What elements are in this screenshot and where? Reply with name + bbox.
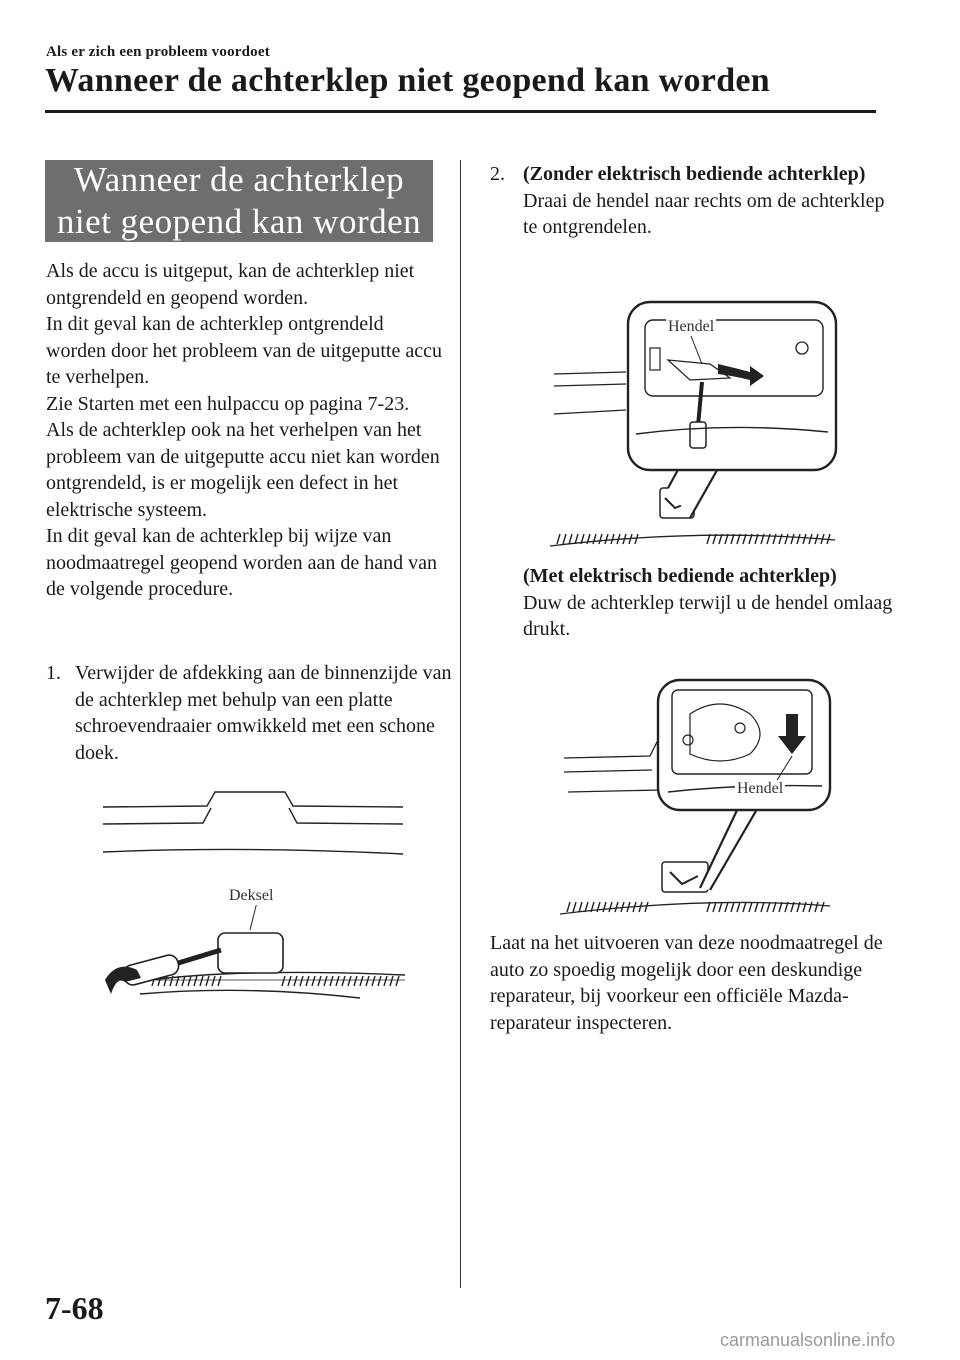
closing-paragraph: Laat na het uitvoeren van deze noodmaatregel de auto zo spoedig mogelijk door een deskundige reparateur, bij voorkeur een officiële Mazda-reparateur inspecteren.: [490, 932, 883, 1034]
step-text: Verwijder de afdekking aan de binnenzijde van de achterklep met behulp van een platte schroevendraaier omwikkeld met een schone doek.: [75, 662, 452, 764]
lever-turn-illustration: [550, 298, 840, 556]
breadcrumb: Als er zich een probleem voordoet: [46, 44, 270, 60]
figure-lever-press: [560, 674, 840, 924]
figure-lever-turn: [550, 298, 840, 556]
step-2-variant: [523, 563, 903, 643]
intro-paragraph: In dit geval kan de achterklep ontgrendeld worden door het probleem van de uitgeputte accu te verhelpen.: [46, 313, 442, 388]
step-2: [490, 161, 890, 241]
step-heading: (Zonder elektrisch bediende achterklep): [523, 163, 866, 185]
page-header: Wanneer de achterklep niet geopend kan worden: [45, 62, 771, 99]
section-title-line1: Wanneer de achterklep: [73, 160, 405, 199]
intro-paragraph: In dit geval kan de achterklep bij wijze van noodmaatregel geopend worden aan de hand van de volgende procedure.: [46, 525, 437, 600]
column-divider: [460, 160, 461, 1288]
section-title-line2: niet geopend kan worden: [56, 202, 422, 241]
step-1: [46, 660, 456, 766]
footer-watermark-link[interactable]: carmanualsonline.info: [720, 1330, 896, 1350]
section-title-box: [45, 160, 433, 242]
step-heading: (Met elektrisch bediende achterklep): [523, 565, 837, 587]
step-text: Draai de hendel naar rechts om de achterklep te ontgrendelen.: [523, 189, 885, 238]
step-number: 2.: [490, 163, 505, 185]
intro-paragraph: Als de achterklep ook na het verhelpen van het probleem van de uitgeputte accu niet kan worden ontgrendeld, is er mogelijk een defect in het elektrische systeem.: [46, 419, 440, 521]
figure-cover-removal: [95, 780, 415, 1010]
step-text: Duw de achterklep terwijl u de hendel omlaag drukt.: [523, 591, 893, 640]
lever-press-illustration: [560, 674, 840, 924]
page-number: 7-68: [45, 1290, 104, 1326]
figure-label-hendel: Hendel: [668, 318, 715, 335]
figure-label-hendel: Hendel: [737, 780, 784, 797]
intro-text: [46, 258, 446, 603]
header-rule: [45, 110, 876, 113]
figure-label-deksel: Deksel: [229, 887, 274, 904]
closing-text: [490, 930, 890, 1036]
step-number: 1.: [46, 662, 61, 684]
intro-paragraph: Zie Starten met een hulpaccu op pagina 7-23.: [46, 392, 410, 415]
intro-paragraph: Als de accu is uitgeput, kan de achterklep niet ontgrendeld en geopend worden.: [46, 260, 415, 309]
